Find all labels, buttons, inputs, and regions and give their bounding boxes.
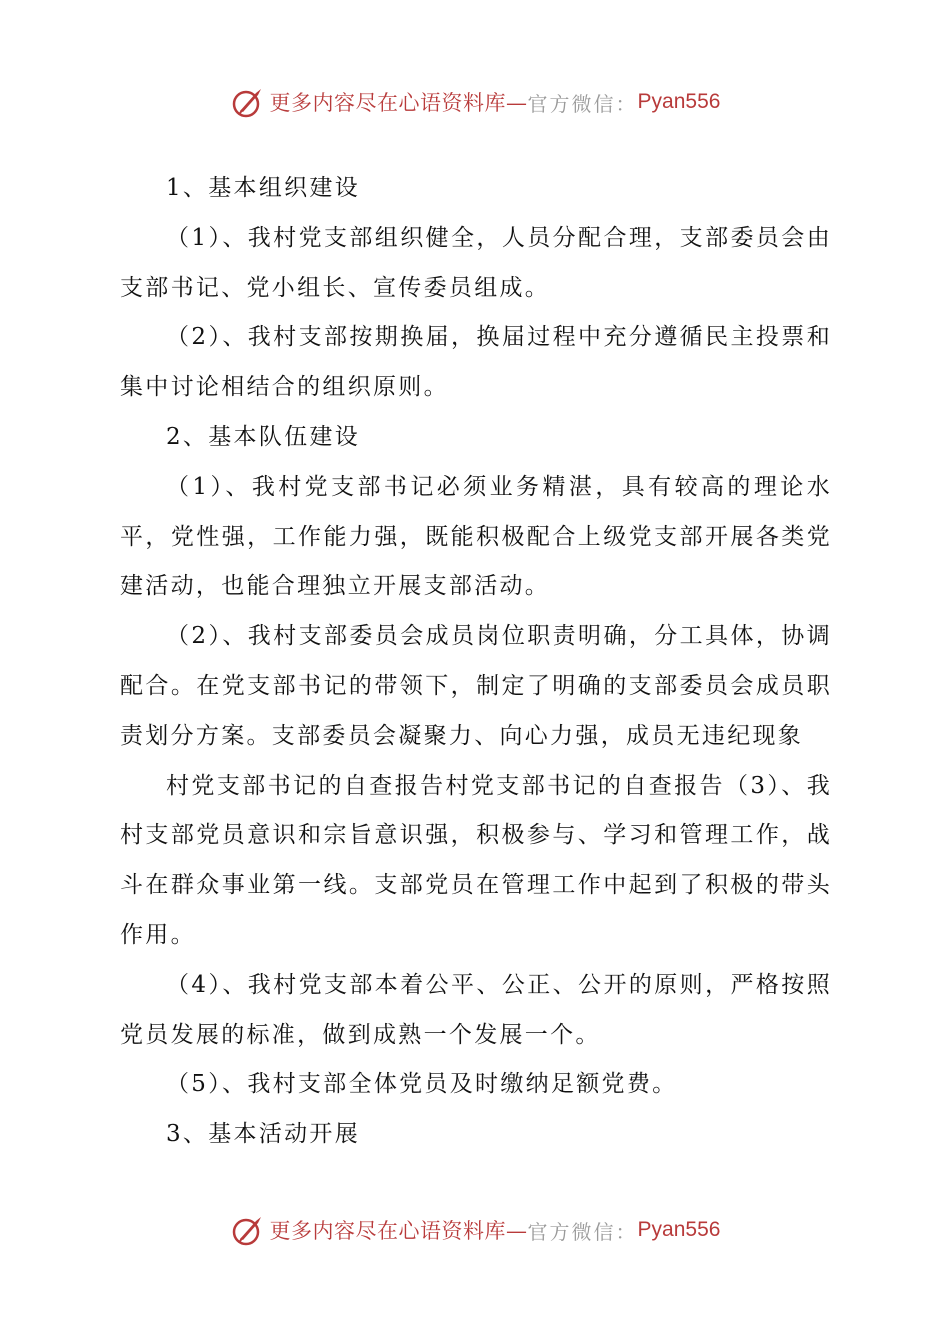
section-heading-1: 1、基本组织建设 <box>166 175 361 201</box>
watermark-wechat-label: 官方微信： <box>527 1219 638 1244</box>
quill-pen-logo-icon <box>230 84 266 120</box>
section-heading-3: 3、基本活动开展 <box>166 1121 361 1148</box>
section-heading-2: 2、基本队伍建设 <box>166 423 361 450</box>
header-watermark <box>0 82 950 122</box>
paragraph: 村党支部书记的自查报告村党支部书记的自查报告（3）、我村支部党员意识和宗旨意识强，积极参与、学习和管理工作，战斗在群众事业第一线。支部党员在管理工作中起到了积极的带头作用。 <box>120 772 832 948</box>
paragraph: （4）、我村党支部本着公平、公正、公开的原则，严格按照党员发展的标准，做到成熟一个发展一个。 <box>120 971 832 1048</box>
paragraph: （2）、我村支部按期换届，换届过程中充分遵循民主投票和集中讨论相结合的组织原则。 <box>120 324 832 401</box>
paragraph: （2）、我村支部委员会成员岗位职责明确，分工具体，协调配合。在党支部书记的带领下，制定了明确的支部委员会成员职责划分方案。支部委员会凝聚力、向心力强，成员无违纪现象 <box>120 623 832 749</box>
watermark-brand-text: 更多内容尽在心语资料库— <box>269 91 528 115</box>
watermark-brand-text: 更多内容尽在心语资料库— <box>269 1219 528 1243</box>
document-body <box>120 164 832 1160</box>
paragraph: （1）、我村党支部组织健全，人员分配合理，支部委员会由支部书记、党小组长、宣传委员组成。 <box>120 224 832 301</box>
paragraph: （5）、我村支部全体党员及时缴纳足额党费。 <box>166 1071 678 1098</box>
quill-pen-logo-icon <box>230 1212 266 1248</box>
watermark-wechat-id: Pyan556 <box>637 1218 721 1241</box>
paragraph: （1）、我村党支部书记必须业务精湛，具有较高的理论水平，党性强，工作能力强，既能积极配合上级党支部开展各类党建活动，也能合理独立开展支部活动。 <box>120 473 832 600</box>
watermark-wechat-id: Pyan556 <box>637 90 721 113</box>
footer-watermark <box>0 1210 950 1250</box>
watermark-wechat-label: 官方微信： <box>527 91 638 116</box>
